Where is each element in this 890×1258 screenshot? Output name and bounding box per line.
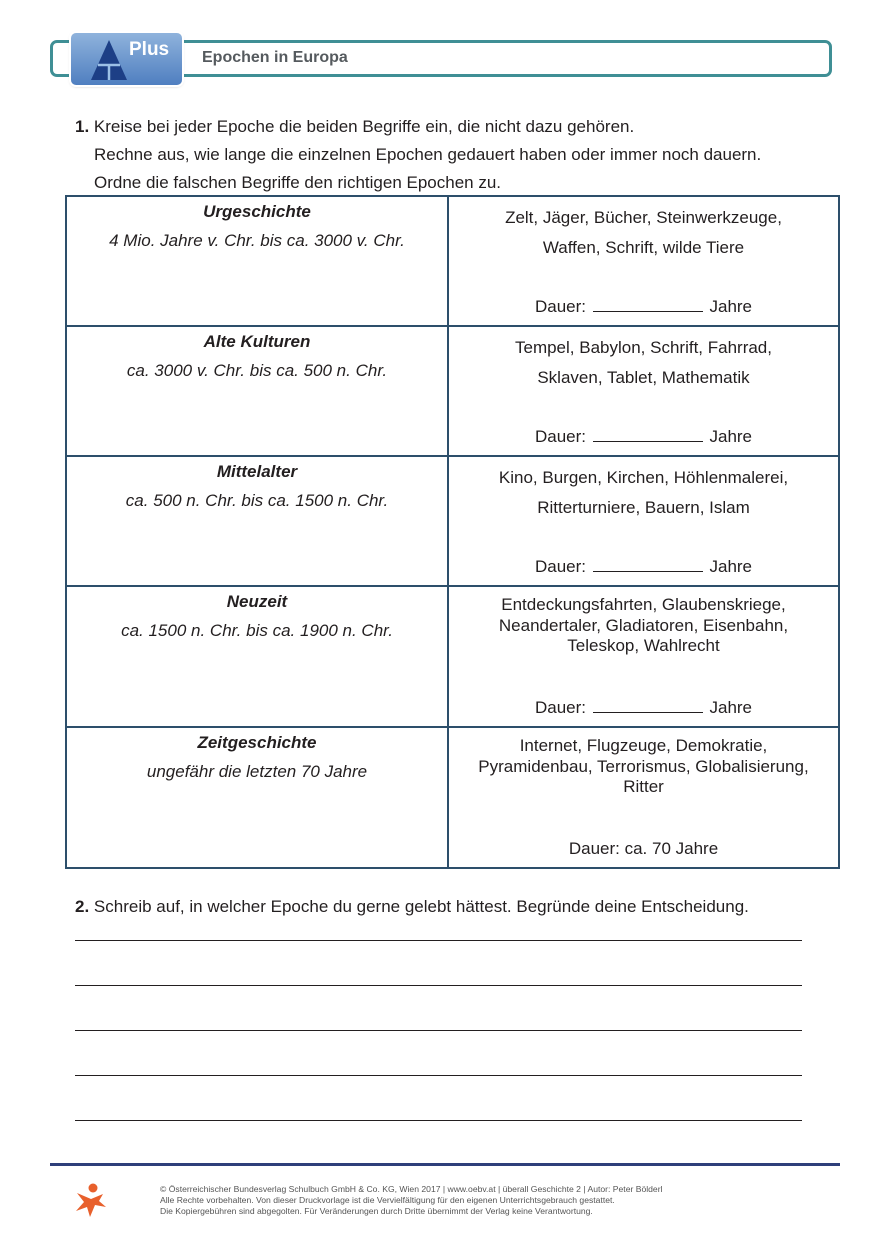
table-row: [66, 456, 839, 586]
terms-cell: [448, 727, 839, 868]
table-row: [66, 196, 839, 326]
epoch-name: Zeitgeschichte: [197, 733, 317, 752]
footer-line: © Österreichischer Bundesverlag Schulbuch GmbH & Co. KG, Wien 2017 | www.oebv.at | überall Geschichte 2 | Autor: Peter Bölderl: [160, 1184, 663, 1194]
duration-label: Dauer:: [534, 698, 587, 717]
instruction-line: Kreise bei jeder Epoche die beiden Begriffe ein, die nicht dazu gehören.: [93, 117, 635, 136]
duration-line: [449, 297, 838, 317]
footer-copyright: [160, 1184, 662, 1217]
duration-blank[interactable]: [593, 698, 703, 713]
page-title: Epochen in Europa: [202, 49, 348, 66]
terms-line: Ritterturniere, Bauern, Islam: [537, 498, 750, 517]
instruction-line: Schreib auf, in welcher Epoche du gerne gelebt hättest. Begründe deine Entscheidung.: [93, 897, 749, 916]
plus-logo: [71, 33, 182, 85]
writing-line[interactable]: [75, 1120, 802, 1121]
table-row: [66, 326, 839, 456]
epoch-range: ca. 1500 n. Chr. bis ca. 1900 n. Chr.: [121, 621, 393, 640]
terms-line: Zelt, Jäger, Bücher, Steinwerkzeuge,: [505, 208, 782, 227]
instruction-line: Rechne aus, wie lange die einzelnen Epochen gedauert haben oder immer noch dauern.: [94, 145, 762, 164]
task-number: 1.: [75, 117, 90, 136]
writing-line[interactable]: [75, 940, 802, 941]
terms-cell: [448, 196, 839, 326]
duration-unit: Jahre: [709, 297, 753, 316]
epoch-name: Mittelalter: [216, 462, 298, 481]
footer-line: Die Kopiergebühren sind abgegolten. Für Veränderungen durch Dritte übernimmt der Verlag keine Verantwortung.: [160, 1206, 593, 1216]
duration-unit: Jahre: [709, 698, 753, 717]
duration-blank[interactable]: [593, 557, 703, 572]
duration-blank[interactable]: [593, 427, 703, 442]
epoch-cell: [66, 326, 448, 456]
terms-line: Internet, Flugzeuge, Demokratie,: [519, 736, 768, 755]
duration-blank[interactable]: [593, 297, 703, 312]
table-row: [66, 727, 839, 868]
epoch-name: Alte Kulturen: [203, 332, 311, 351]
epoch-name: Urgeschichte: [203, 202, 311, 221]
duration-line: [449, 427, 838, 447]
instruction-line: Ordne die falschen Begriffe den richtigen Epochen zu.: [94, 173, 502, 192]
logo-text: Plus: [129, 39, 170, 60]
terms-line: Pyramidenbau, Terrorismus, Globalisierung,: [478, 756, 809, 776]
writing-line[interactable]: [75, 1075, 802, 1076]
duration-label: Dauer:: [534, 297, 587, 316]
task-2-instructions: [75, 893, 749, 921]
epoch-range: ungefähr die letzten 70 Jahre: [146, 762, 368, 781]
epoch-range: ca. 500 n. Chr. bis ca. 1500 n. Chr.: [125, 491, 389, 510]
epoch-cell: [66, 586, 448, 727]
duration-line: [449, 698, 838, 718]
epoch-cell: [66, 196, 448, 326]
terms-cell: [448, 326, 839, 456]
duration-unit: Jahre: [709, 427, 753, 446]
terms-cell: [448, 456, 839, 586]
publisher-logo-icon: [73, 1183, 109, 1219]
epoch-cell: [66, 727, 448, 868]
epoch-range: ca. 3000 v. Chr. bis ca. 500 n. Chr.: [126, 361, 388, 380]
terms-line: Sklaven, Tablet, Mathematik: [537, 368, 750, 387]
table-row: [66, 586, 839, 727]
writing-line[interactable]: [75, 1030, 802, 1031]
task-number: 2.: [75, 897, 90, 916]
duration-line: Dauer: ca. 70 Jahre: [568, 839, 719, 858]
epochs-table: [65, 195, 840, 869]
duration-line: [449, 557, 838, 577]
duration-label: Dauer:: [534, 427, 587, 446]
terms-cell: [448, 586, 839, 727]
duration-unit: Jahre: [709, 557, 753, 576]
task-1-instructions: [75, 113, 761, 197]
pyramid-icon: [89, 38, 129, 82]
terms-line: Waffen, Schrift, wilde Tiere: [542, 238, 745, 257]
footer-line: Alle Rechte vorbehalten. Von dieser Druckvorlage ist die Vervielfältigung für den eigenen Unterrichtsgebrauch gestattet.: [160, 1195, 615, 1205]
terms-line: Ritter: [623, 777, 664, 796]
epoch-cell: [66, 456, 448, 586]
epoch-range: 4 Mio. Jahre v. Chr. bis ca. 3000 v. Chr.: [109, 231, 405, 250]
terms-line: Teleskop, Wahlrecht: [567, 636, 720, 655]
writing-line[interactable]: [75, 985, 802, 986]
terms-line: Tempel, Babylon, Schrift, Fahrrad,: [514, 338, 772, 357]
terms-line: Kino, Burgen, Kirchen, Höhlenmalerei,: [498, 468, 789, 487]
epoch-name: Neuzeit: [226, 592, 288, 611]
terms-line: Entdeckungsfahrten, Glaubenskriege,: [501, 595, 786, 614]
duration-label: Dauer:: [534, 557, 587, 576]
footer-divider: [50, 1163, 840, 1166]
terms-line: Neandertaler, Gladiatoren, Eisenbahn,: [498, 615, 789, 635]
